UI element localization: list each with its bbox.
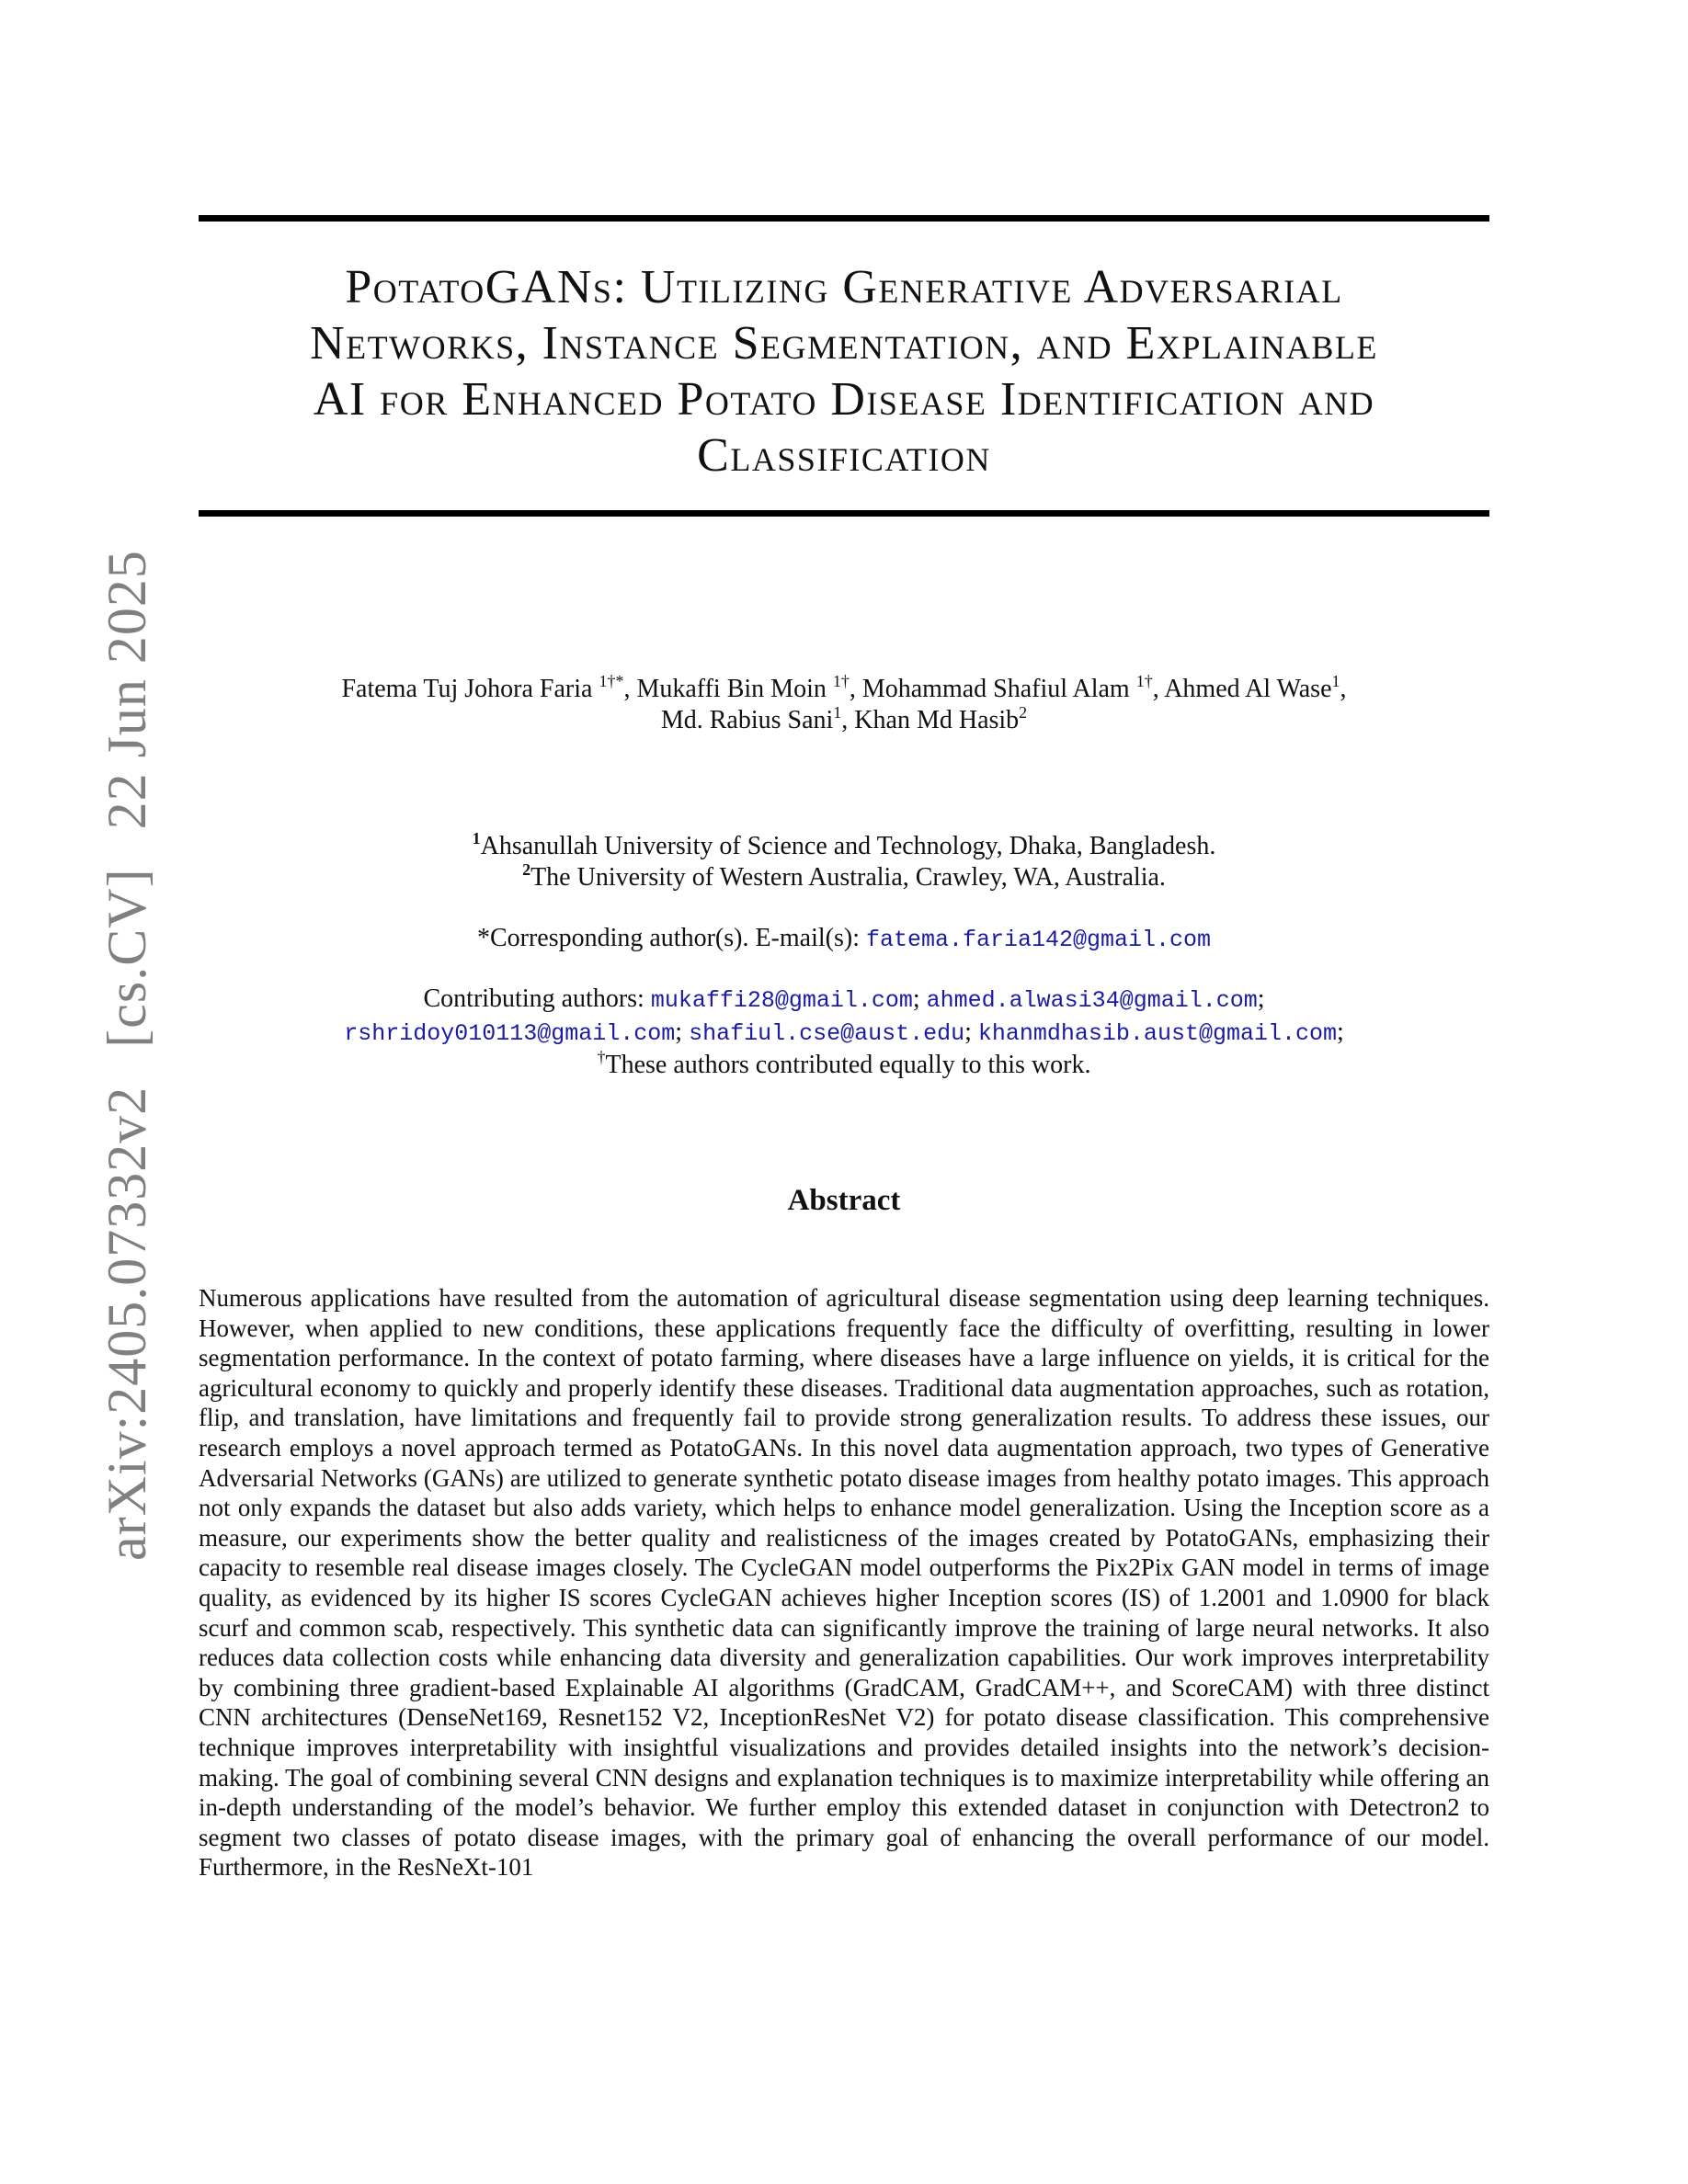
affiliation-mark: 2 xyxy=(522,860,531,879)
arxiv-date: 22 Jun 2025 xyxy=(97,550,157,830)
affiliation-mark: 1 xyxy=(472,829,481,847)
contributing-label: Contributing authors: xyxy=(423,984,644,1013)
contributor-email-link[interactable]: mukaffi28@gmail.com xyxy=(650,987,913,1014)
affiliation-text: Ahsanullah University of Science and Technology, Dhaka, Bangladesh. xyxy=(480,832,1216,860)
abstract-text: Numerous applications have resulted from the automation of agricultural disease segmentation using deep learning techniques. However, when applied to new conditions, these applications frequently face the difficulty of overfitting, resulting in lower segmentation performance. In the context of potato farming, where diseases have a large influence on yields, it is critical for the agricultural economy to quickly and properly identify these diseases. Traditional data augmentation approaches, such as rotation, flip, and translation, have limitations and frequently fail to provide strong generalization results. To address these issues, our research employs a novel approach termed as PotatoGANs. In this novel data augmentation approach, two types of Generative Adversarial Networks (GANs) are utilized to generate synthetic potato disease images from healthy potato images. This approach not only expands the dataset but also adds variety, which helps to enhance model generalization. Using the Inception score as a measure, our experiments show the better quality and realisticness of the images created by PotatoGANs, emphasizing their capacity to resemble real disease images closely. The CycleGAN model outperforms the Pix2Pix GAN model in terms of image quality, as evidenced by its higher IS scores CycleGAN achieves higher Inception scores (IS) of 1.2001 and 1.0900 for black scurf and common scab, respectively. This synthetic data can significantly improve the training of large neural networks. It also reduces data collection costs while enhancing data diversity and generalization capabilities. Our work improves interpretability by combining three gradient-based Explainable AI algorithms (GradCAM, GradCAM++, and ScoreCAM) with three distinct CNN architectures (DenseNet169, Resnet152 V2, InceptionResNet V2) for potato disease classification. This comprehensive technique improves interpretability with insightful visualizations and provides detailed insights into the network’s decision-making. The goal of combining several CNN designs and explanation techniques is to maximize interpretability while offering an in-depth understanding of the model’s behavior. We further employ this extended dataset in conjunction with Detectron2 to segment two classes of potato disease images, with the primary goal of enhancing the overall performance of our model. Furthermore, in the ResNeXt-101 xyxy=(199,1284,1489,1882)
title-line: Classification xyxy=(697,429,991,482)
contributor-email-link[interactable]: ahmed.alwasi34@gmail.com xyxy=(926,987,1258,1014)
corresponding-label: *Corresponding author(s). E-mail(s): xyxy=(476,924,860,952)
abstract-heading: Abstract xyxy=(787,1184,901,1217)
contributor-email-link[interactable]: khanmdhasib.aust@gmail.com xyxy=(977,1020,1337,1047)
arxiv-sidebar-stamp xyxy=(96,526,159,1561)
arxiv-id: arXiv:2405.07332v2 xyxy=(97,1086,157,1561)
affiliation-text: The University of Western Australia, Crawley, WA, Australia. xyxy=(530,863,1166,892)
corresponding-author xyxy=(199,923,1489,956)
affiliation-list xyxy=(199,831,1489,893)
title-rule-top xyxy=(199,215,1489,222)
author-name: Khan Md Hasib xyxy=(854,706,1020,734)
title-line: PotatoGANs: Utilizing Generative Adversarial xyxy=(345,261,1343,313)
paper-title xyxy=(199,259,1489,483)
title-line: AI for Enhanced Potato Disease Identification and xyxy=(313,373,1375,426)
author-mark: 1† xyxy=(832,672,850,690)
author-name: Fatema Tuj Johora Faria xyxy=(341,675,593,703)
title-rule-bottom xyxy=(199,510,1489,517)
author-mark: 1†* xyxy=(599,672,624,690)
contributor-email-link[interactable]: rshridoy010113@gmail.com xyxy=(344,1020,676,1047)
author-name: Ahmed Al Wase xyxy=(1164,675,1332,703)
author-name: Mukaffi Bin Moin xyxy=(636,675,827,703)
author-mark: 2 xyxy=(1019,703,1028,722)
corresponding-email-link[interactable]: fatema.faria142@gmail.com xyxy=(865,927,1212,953)
contributing-authors: Contributing authors: mukaffi28@gmail.com; ahmed.alwasi34@gmail.com; rshridoy010113@gmail.com; shafiul.cse@aust.edu; khanmdhasib.aust@gmail.com; †These authors contributed equally to this work. xyxy=(344,984,1344,1079)
arxiv-category: [cs.CV] xyxy=(97,868,157,1048)
author-name: Md. Rabius Sani xyxy=(660,706,834,734)
author-list: Fatema Tuj Johora Faria $^{1\dagger*}$, Mukaffi Bin Moin $^{1\dagger}$, Mohammad Shafiul Alam $^{1\dagger}$, Ahmed Al Wase$^1$, Md. Rabius Sani$^1$, Khan Md Hasib$^2$ xyxy=(341,672,1347,734)
author-mark: 1 xyxy=(833,703,842,722)
author-mark: 1† xyxy=(1135,672,1153,690)
author-name: Mohammad Shafiul Alam xyxy=(861,675,1130,703)
equal-contribution-mark: † xyxy=(597,1048,606,1066)
equal-contribution-note: These authors contributed equally to this work. xyxy=(605,1051,1091,1079)
title-line: Networks, Instance Segmentation, and Explainable xyxy=(310,317,1378,370)
author-mark: 1 xyxy=(1331,672,1340,690)
contributor-email-link[interactable]: shafiul.cse@aust.edu xyxy=(689,1020,965,1047)
